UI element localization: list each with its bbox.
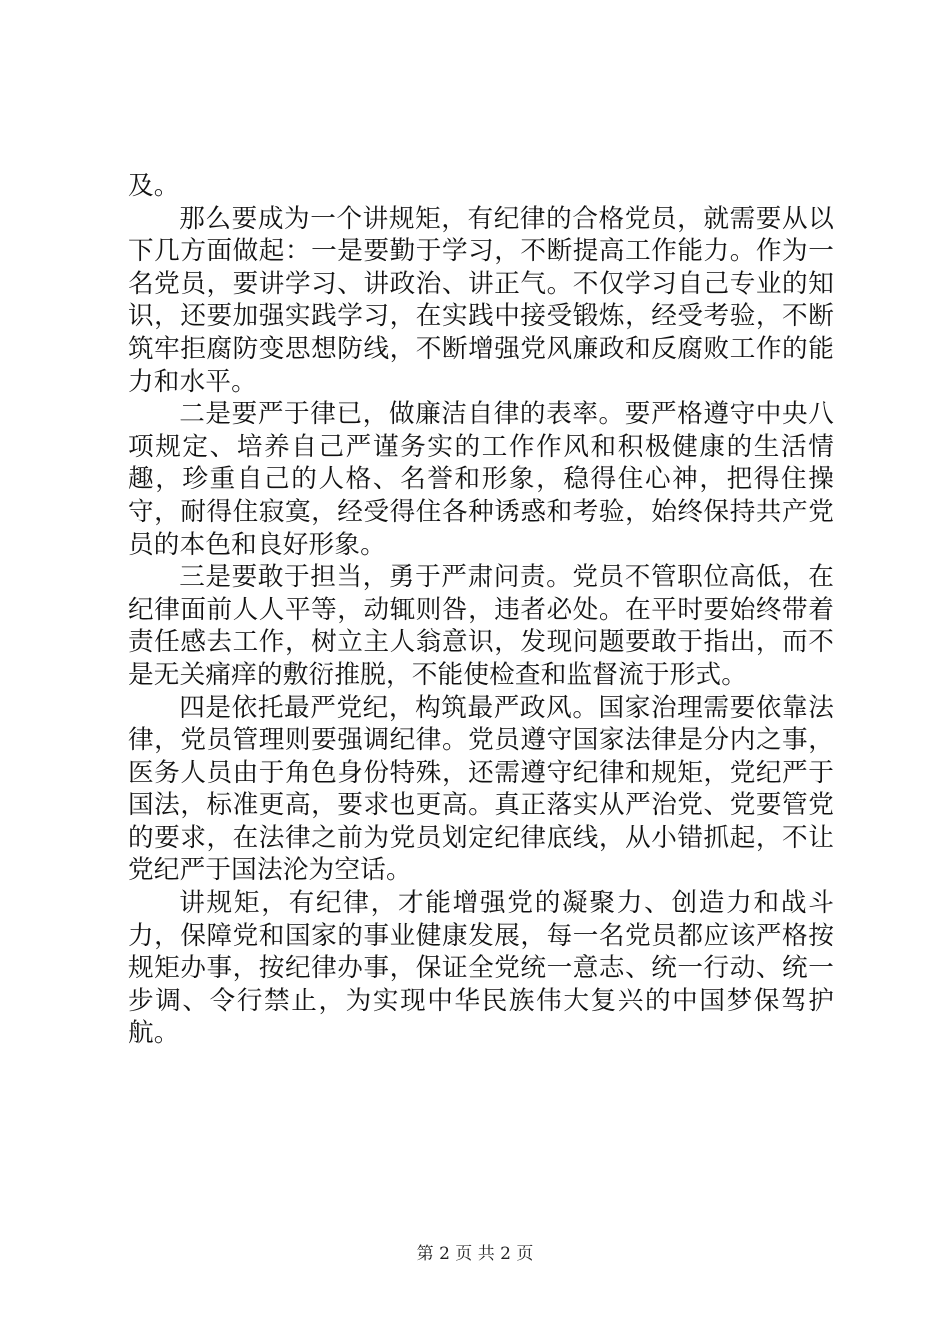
document-body [128, 170, 834, 1050]
paragraph-3: 三是要敢于担当，勇于严肃问责。党员不管职位高低，在纪律面前人人平等，动辄则咎，违者必处。在平时要始终带着责任感去工作，树立主人翁意识，发现问题要敢于指出，而不是无关痛痒的敷衍推脱，不能使检查和监督流于形式。 [128, 562, 834, 690]
paragraph-1: 那么要成为一个讲规矩，有纪律的合格党员，就需要从以下几方面做起：一是要勤于学习，不断提高工作能力。作为一名党员，要讲学习、讲政治、讲正气。不仅学习自己专业的知识，还要加强实践学习，在实践中接受锻炼，经受考验，不断筑牢拒腐防变思想防线，不断增强党风廉政和反腐败工作的能力和水平。 [128, 203, 834, 397]
page-footer [0, 1244, 950, 1264]
paragraph-continuation: 及。 [128, 171, 180, 201]
paragraph-5: 讲规矩，有纪律，才能增强党的凝聚力、创造力和战斗力，保障党和国家的事业健康发展，每一名党员都应该严格按规矩办事，按纪律办事，保证全党统一意志、统一行动、统一步调、令行禁止，为实现中华民族伟大复兴的中国梦保驾护航。 [128, 888, 834, 1049]
paragraph-2: 二是要严于律已，做廉洁自律的表率。要严格遵守中央八项规定、培养自己严谨务实的工作作风和积极健康的生活情趣，珍重自己的人格、名誉和形象，稳得住心神，把得住操守，耐得住寂寞，经受得住各种诱惑和考验，始终保持共产党员的本色和良好形象。 [128, 399, 834, 560]
page-number: 第 2 页 共 2 页 [416, 1244, 534, 1264]
paragraph-4: 四是依托最严党纪，构筑最严政风。国家治理需要依靠法律，党员管理则要强调纪律。党员遵守国家法律是分内之事，医务人员由于角色身份特殊，还需遵守纪律和规矩，党纪严于国法，标准更高，要求也更高。真正落实从严治党、党要管党的要求，在法律之前为党员划定纪律底线，从小错抓起，不让党纪严于国法沦为空话。 [128, 692, 834, 886]
